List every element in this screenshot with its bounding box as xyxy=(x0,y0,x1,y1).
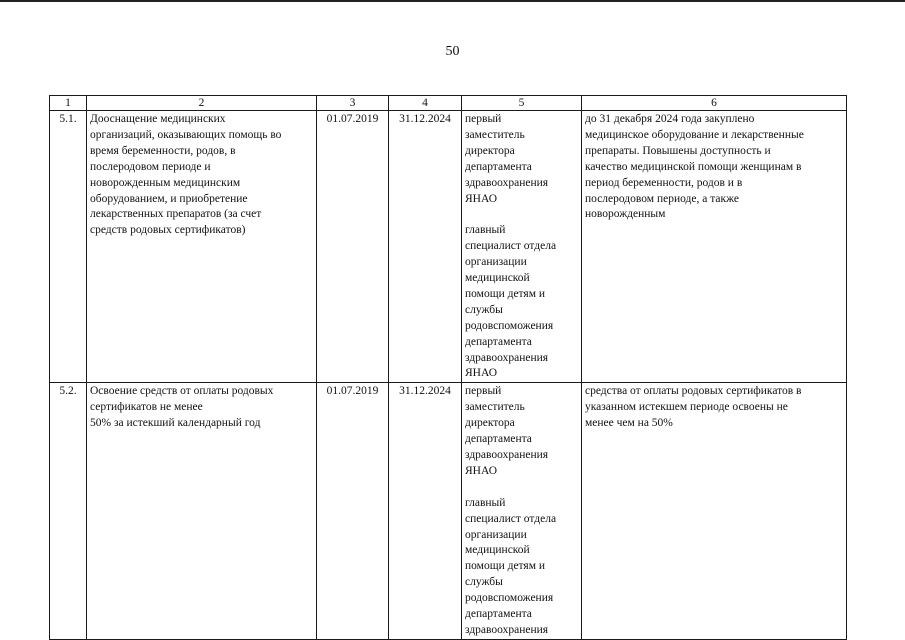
row-number: 5.1. xyxy=(50,111,87,383)
responsible-line: помощи детям и xyxy=(465,560,546,573)
description-line: лекарственных препаратов (за счет xyxy=(90,208,262,221)
responsible-line: заместитель xyxy=(465,401,525,414)
responsible-line: здравоохранения xyxy=(465,351,549,364)
expected-result xyxy=(582,111,847,383)
description-line: новорожденным медицинским xyxy=(90,176,241,189)
column-header-2: 2 xyxy=(87,96,317,111)
measure-description xyxy=(87,383,317,639)
description-line: 50% за истекший календарный год xyxy=(90,417,261,430)
responsible-line: департамента xyxy=(465,160,532,173)
responsible-line: директора xyxy=(465,144,515,157)
responsible-line: здравоохранения xyxy=(465,176,549,189)
responsible-line: медицинской xyxy=(465,272,530,285)
responsible-line: родовспоможения xyxy=(465,592,554,605)
paragraph-gap xyxy=(465,207,578,223)
page-number: 50 xyxy=(445,44,460,59)
top-border-line xyxy=(0,0,905,2)
description-line: время беременности, родов, в xyxy=(90,144,236,157)
responsible-line: ЯНАО xyxy=(465,464,498,477)
result-line: качество медицинской помощи женщинам в xyxy=(585,160,802,173)
result-line: до 31 декабря 2024 года закуплено xyxy=(585,113,755,125)
column-header-3: 3 xyxy=(317,96,389,111)
end-date: 31.12.2024 xyxy=(389,111,462,383)
responsible-line: первый xyxy=(465,385,502,398)
table-header-row xyxy=(50,96,847,111)
responsible-line: здравоохранения xyxy=(465,623,549,636)
expected-result xyxy=(582,383,847,639)
column-header-6: 6 xyxy=(582,96,847,111)
row-number: 5.2. xyxy=(50,383,87,639)
result-line: препараты. Повышены доступность и xyxy=(585,144,771,157)
table-row xyxy=(50,111,847,383)
responsible-line: директора xyxy=(465,417,515,430)
description-line: Дооснащение медицинских xyxy=(90,113,226,125)
responsible-line: департамента xyxy=(465,335,532,348)
description-line: Освоение средств от оплаты родовых xyxy=(90,385,274,398)
start-date: 01.07.2019 xyxy=(317,111,389,383)
result-line: медицинское оборудование и лекарственные xyxy=(585,128,804,141)
responsible-line: организации xyxy=(465,528,527,541)
end-date: 31.12.2024 xyxy=(389,383,462,639)
responsible-line: организации xyxy=(465,256,527,269)
responsible-line: заместитель xyxy=(465,128,525,141)
column-header-5: 5 xyxy=(462,96,582,111)
measure-description xyxy=(87,111,317,383)
responsible-line: службы xyxy=(465,303,503,316)
responsible-persons xyxy=(462,383,582,639)
description-line: организаций, оказывающих помощь во xyxy=(90,128,282,141)
column-header-1: 1 xyxy=(50,96,87,111)
paragraph-gap xyxy=(465,480,578,496)
description-line: послеродовом периоде и xyxy=(90,160,211,173)
responsible-line: департамента xyxy=(465,433,532,446)
responsible-line: ЯНАО xyxy=(465,192,498,205)
responsible-line: медицинской xyxy=(465,544,530,557)
column-header-4: 4 xyxy=(389,96,462,111)
result-line: новорожденным xyxy=(585,208,666,221)
responsible-line: департамента xyxy=(465,608,532,621)
responsible-line: главный xyxy=(465,224,506,237)
result-line: средства от оплаты родовых сертификатов в xyxy=(585,385,802,398)
result-line: послеродовом периоде, а также xyxy=(585,192,739,205)
responsible-line: помощи детям и xyxy=(465,287,546,300)
result-line: период беременности, родов и в xyxy=(585,176,743,189)
description-line: оборудованием, и приобретение xyxy=(90,192,248,205)
responsible-line: специалист отдела xyxy=(465,512,557,525)
responsible-line: главный xyxy=(465,496,506,509)
result-line: указанном истекшем периоде освоены не xyxy=(585,401,788,414)
responsible-line: ЯНАО xyxy=(465,367,498,380)
responsible-line: родовспоможения xyxy=(465,319,554,332)
responsible-line: специалист отдела xyxy=(465,240,557,253)
responsible-line: здравоохранения xyxy=(465,449,549,462)
responsible-persons xyxy=(462,111,582,383)
description-line: средств родовых сертификатов) xyxy=(90,224,246,237)
measures-table xyxy=(49,95,847,640)
description-line: сертификатов не менее xyxy=(90,401,203,414)
table-row xyxy=(50,383,847,639)
responsible-line: первый xyxy=(465,113,502,125)
result-line: менее чем на 50% xyxy=(585,417,673,430)
responsible-line: службы xyxy=(465,576,503,589)
start-date: 01.07.2019 xyxy=(317,383,389,639)
